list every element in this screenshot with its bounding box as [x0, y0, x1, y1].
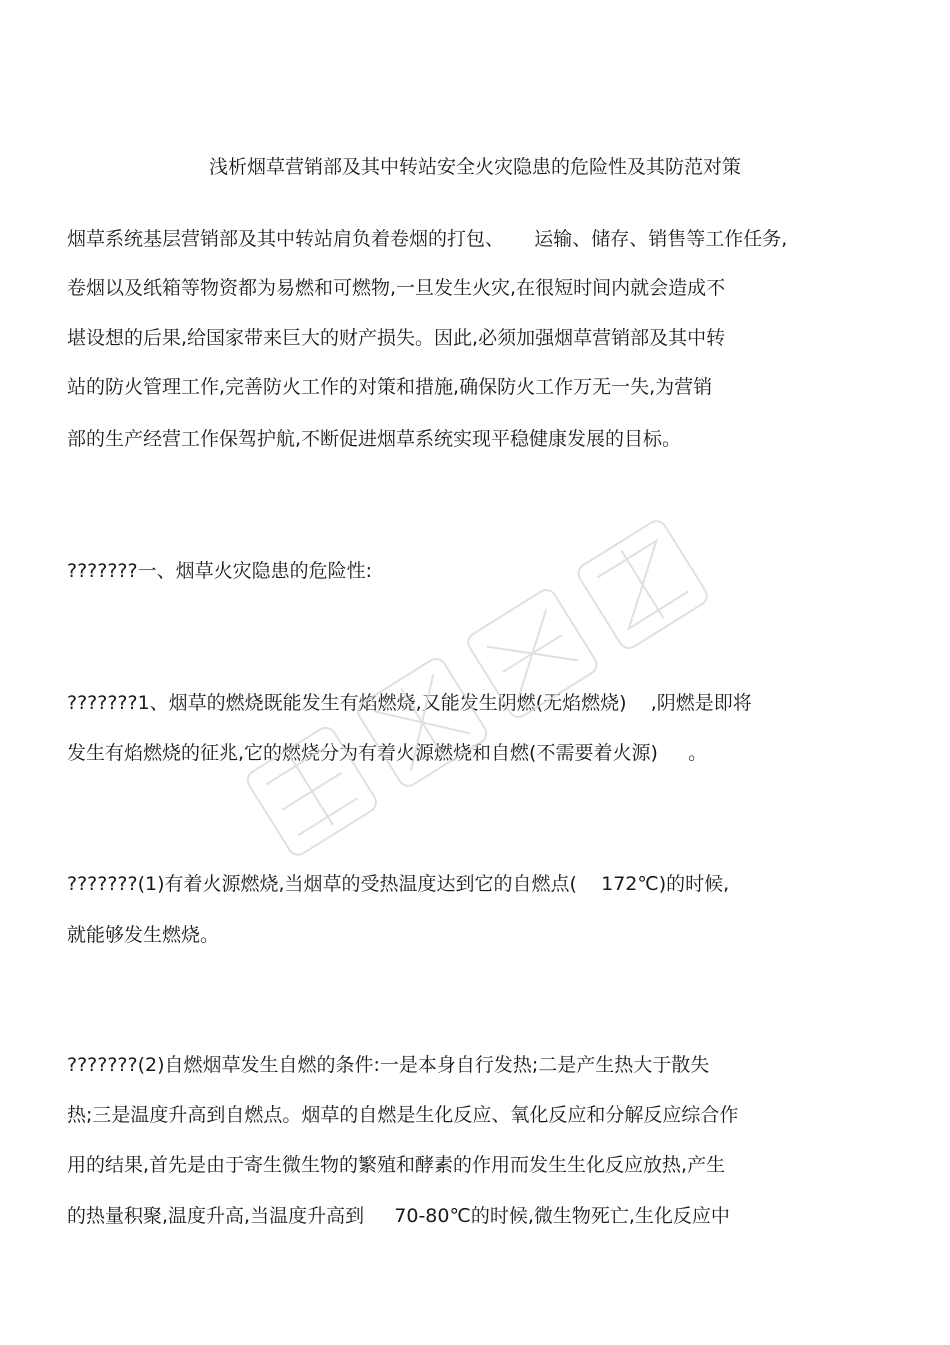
paragraph-line: 部的生产经营工作保驾护航,不断促进烟草系统实现平稳健康发展的目标。 — [67, 428, 682, 450]
paragraph-line: 烟草系统基层营销部及其中转站肩负着卷烟的打包、 运输、储存、销售等工作任务, — [67, 228, 788, 250]
paragraph-line: ???????(1)有着火源燃烧,当烟草的受热温度达到它的自燃点( 172℃)的时候, — [67, 873, 730, 895]
paragraph-line: 的热量积聚,温度升高,当温度升高到 70-80℃的时候,微生物死亡,生化反应中 — [67, 1205, 730, 1227]
paragraph-line: 热;三是温度升高到自燃点。烟草的自燃是生化反应、氧化反应和分解反应综合作 — [67, 1104, 739, 1126]
paragraph-line: ???????(2)自燃烟草发生自燃的条件:一是本身自行发热;二是产生热大于散失 — [67, 1054, 710, 1076]
paragraph-line: 堪设想的后果,给国家带来巨大的财产损失。因此,必须加强烟草营销部及其中转 — [67, 327, 726, 349]
paragraph-line: 用的结果,首先是由于寄生微生物的繁殖和酵素的作用而发生生化反应放热,产生 — [67, 1154, 726, 1176]
paragraph-line: 发生有焰燃烧的征兆,它的燃烧分为有着火源燃烧和自燃(不需要着火源) 。 — [67, 742, 708, 764]
paragraph-line: ???????1、烟草的燃烧既能发生有焰燃烧,又能发生阴燃(无焰燃烧) ,阴燃是即将 — [67, 692, 752, 714]
watermark-image — [130, 430, 850, 930]
paragraph-line: 站的防火管理工作,完善防火工作的对策和措施,确保防火工作万无一失,为营销 — [67, 376, 713, 398]
paragraph-line: 就能够发生燃烧。 — [67, 924, 220, 946]
paragraph-line: 卷烟以及纸箱等物资都为易燃和可燃物,一旦发生火灾,在很短时间内就会造成不 — [67, 277, 726, 299]
document-title: 浅析烟草营销部及其中转站安全火灾隐患的危险性及其防范对策 — [208, 156, 741, 178]
section-heading: ???????一、烟草火灾隐患的危险性: — [67, 560, 372, 582]
